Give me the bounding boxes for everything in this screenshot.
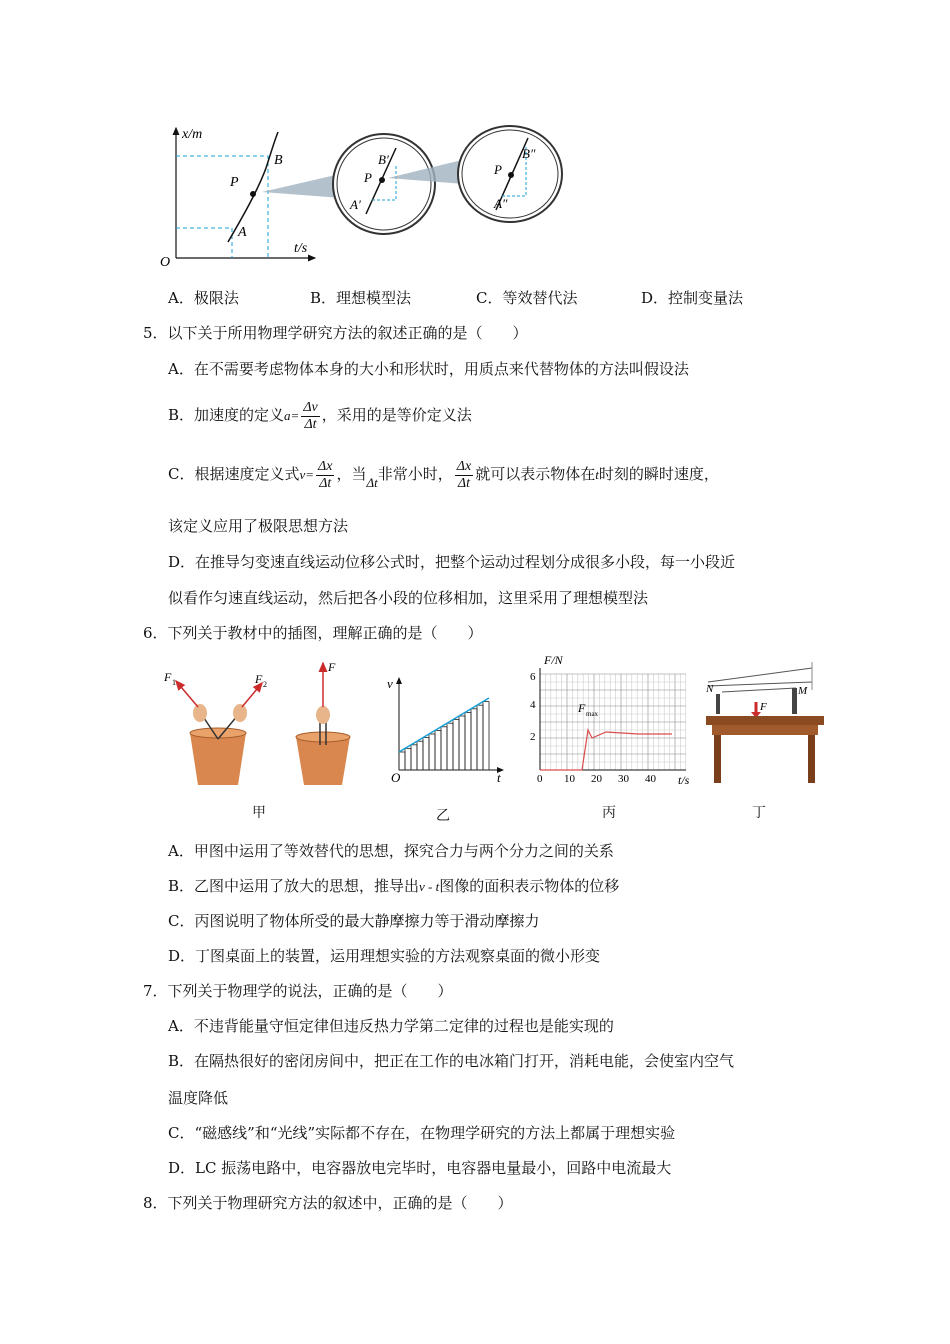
q5-option-d[interactable]: D．在推导匀变速直线运动位移公式时，把整个运动过程划分成很多小段，每一小段近 xyxy=(168,553,736,571)
label-p: P xyxy=(230,175,239,190)
svg-text:F/N: F/N xyxy=(544,653,563,667)
step-bar xyxy=(453,720,459,770)
svg-text:P: P xyxy=(364,170,372,185)
q7-option-d[interactable]: D．LC 振荡电路中，电容器放电完毕时，电容器电量最小，回路中电流最大 xyxy=(168,1159,672,1177)
q7-option-b[interactable]: B．在隔热很好的密闭房间中，把正在工作的电冰箱门打开，消耗电能，会使室内空气 xyxy=(168,1052,735,1070)
q6-option-b[interactable]: B．乙图中运用了放大的思想，推导出v - t图像的面积表示物体的位移 xyxy=(168,877,620,895)
magnify-beam-1 xyxy=(262,174,342,198)
yi-step-bars xyxy=(399,702,489,770)
hand-icon xyxy=(193,704,207,722)
svg-text:A′: A′ xyxy=(350,197,361,212)
q6-stem: 6．下列关于教材中的插图，理解正确的是（ ） xyxy=(143,624,483,642)
hand-icon xyxy=(233,704,247,722)
fig-bing xyxy=(526,650,696,790)
svg-text:M: M xyxy=(798,685,808,697)
step-bar xyxy=(429,734,435,770)
step-bar xyxy=(411,745,417,770)
bucket-2 xyxy=(296,737,350,785)
step-bar xyxy=(441,727,447,770)
q5-option-d-line2: 似看作匀速直线运动，然后把各小段的位移相加，这里采用了理想模型法 xyxy=(168,589,649,607)
fig-jia xyxy=(160,655,360,790)
svg-text:F: F xyxy=(760,701,767,713)
svg-text:P: P xyxy=(494,162,502,177)
step-bar xyxy=(459,716,465,770)
y-axis-label: x/m xyxy=(182,127,203,142)
svg-text:B′: B′ xyxy=(378,152,389,167)
svg-text:0: 0 xyxy=(537,773,543,785)
q4-xt-figure xyxy=(150,118,570,273)
step-bar xyxy=(483,702,489,770)
bucket-1 xyxy=(190,733,246,785)
caption-jia: 甲 xyxy=(252,805,266,821)
svg-text:v: v xyxy=(387,676,393,691)
dashed-guides xyxy=(176,156,268,258)
svg-text:10: 10 xyxy=(564,773,575,785)
svg-text:6: 6 xyxy=(530,671,536,683)
caption-bing: 丙 xyxy=(602,805,616,821)
svg-text:max: max xyxy=(586,710,599,718)
step-bar xyxy=(423,738,429,770)
q7-stem: 7．下列关于物理学的说法，正确的是（ ） xyxy=(143,982,453,1000)
step-bar xyxy=(447,723,453,770)
svg-text:40: 40 xyxy=(645,773,656,785)
label-a: A xyxy=(238,225,247,240)
q5-option-a[interactable]: A．在不需要考虑物体本身的大小和形状时，用质点来代替物体的方法叫假设法 xyxy=(168,360,689,378)
step-bar xyxy=(405,748,411,770)
step-bar xyxy=(417,741,423,770)
step-bar xyxy=(435,730,441,770)
x-axis-label: t/s xyxy=(294,241,308,256)
q4-option-b[interactable]: B．理想模型法 xyxy=(310,289,412,307)
q7-option-a[interactable]: A．不违背能量守恒定律但违反热力学第二定律的过程也是能实现的 xyxy=(168,1017,614,1035)
svg-text:F: F xyxy=(255,672,263,686)
mirror-n xyxy=(716,694,720,714)
svg-text:2: 2 xyxy=(530,731,536,743)
mirror-m xyxy=(792,688,797,714)
q5-stem: 5．以下关于所用物理学研究方法的叙述正确的是（ ） xyxy=(143,324,528,342)
svg-text:F: F xyxy=(328,660,336,674)
svg-text:1: 1 xyxy=(172,678,176,687)
fig-ding xyxy=(700,658,828,788)
label-b: B xyxy=(274,153,283,168)
fig-yi xyxy=(385,672,510,787)
q5-option-c[interactable]: C．根据速度定义式v= $\frac{\Delta x}{\Delta t}$ ，当Δt非常小时， $\frac{\Delta x}{\Delta t}$ 就可以表示物体在t时刻的瞬时速度， xyxy=(168,458,719,491)
q7-option-c[interactable]: C．“磁感线”和“光线”实际都不存在，在物理学研究的方法上都属于理想实验 xyxy=(168,1124,676,1142)
svg-text:30: 30 xyxy=(618,773,629,785)
step-bar xyxy=(465,712,471,770)
svg-text:20: 20 xyxy=(591,773,602,785)
magnifier-1 xyxy=(333,134,435,234)
svg-text:B″: B″ xyxy=(522,146,536,161)
q4-option-d[interactable]: D．控制变量法 xyxy=(641,289,744,307)
q6-option-a[interactable]: A．甲图中运用了等效替代的思想，探究合力与两个分力之间的关系 xyxy=(168,842,614,860)
svg-text:N: N xyxy=(706,683,714,695)
point-p xyxy=(250,191,256,197)
q8-stem: 8．下列关于物理研究方法的叙述中，正确的是（ ） xyxy=(143,1194,513,1212)
step-bar xyxy=(399,752,405,770)
step-bar xyxy=(471,709,477,770)
caption-ding: 丁 xyxy=(752,805,766,821)
svg-text:2: 2 xyxy=(263,680,267,689)
q6-option-c[interactable]: C．丙图说明了物体所受的最大静摩擦力等于滑动摩擦力 xyxy=(168,912,540,930)
svg-text:F: F xyxy=(164,670,172,684)
caption-yi: 乙 xyxy=(436,808,450,824)
origin-label: O xyxy=(160,255,171,270)
q4-option-a[interactable]: A．极限法 xyxy=(168,289,239,307)
table-top xyxy=(706,716,824,725)
svg-text:O: O xyxy=(391,770,401,785)
q5-option-b[interactable]: B．加速度的定义a= $\frac{\Delta v}{\Delta t}$ ，采用的是等价定义法 xyxy=(168,399,472,432)
svg-text:t/s: t/s xyxy=(678,773,690,787)
friction-curve xyxy=(540,730,672,770)
q7-option-b-line2: 温度降低 xyxy=(168,1089,229,1107)
bing-grid xyxy=(540,674,686,770)
hand-icon xyxy=(316,706,330,724)
q5-option-c-line2: 该定义应用了极限思想方法 xyxy=(168,517,349,535)
q6-option-d[interactable]: D．丁图桌面上的装置，运用理想实验的方法观察桌面的微小形变 xyxy=(168,947,601,965)
q4-option-c[interactable]: C．等效替代法 xyxy=(476,289,578,307)
svg-text:F: F xyxy=(578,701,586,715)
svg-text:4: 4 xyxy=(530,699,536,711)
svg-text:t: t xyxy=(497,770,501,785)
svg-text:A″: A″ xyxy=(494,196,508,211)
fraction: $\frac{\Delta v}{\Delta t}$ xyxy=(303,399,318,432)
step-bar xyxy=(477,705,483,770)
